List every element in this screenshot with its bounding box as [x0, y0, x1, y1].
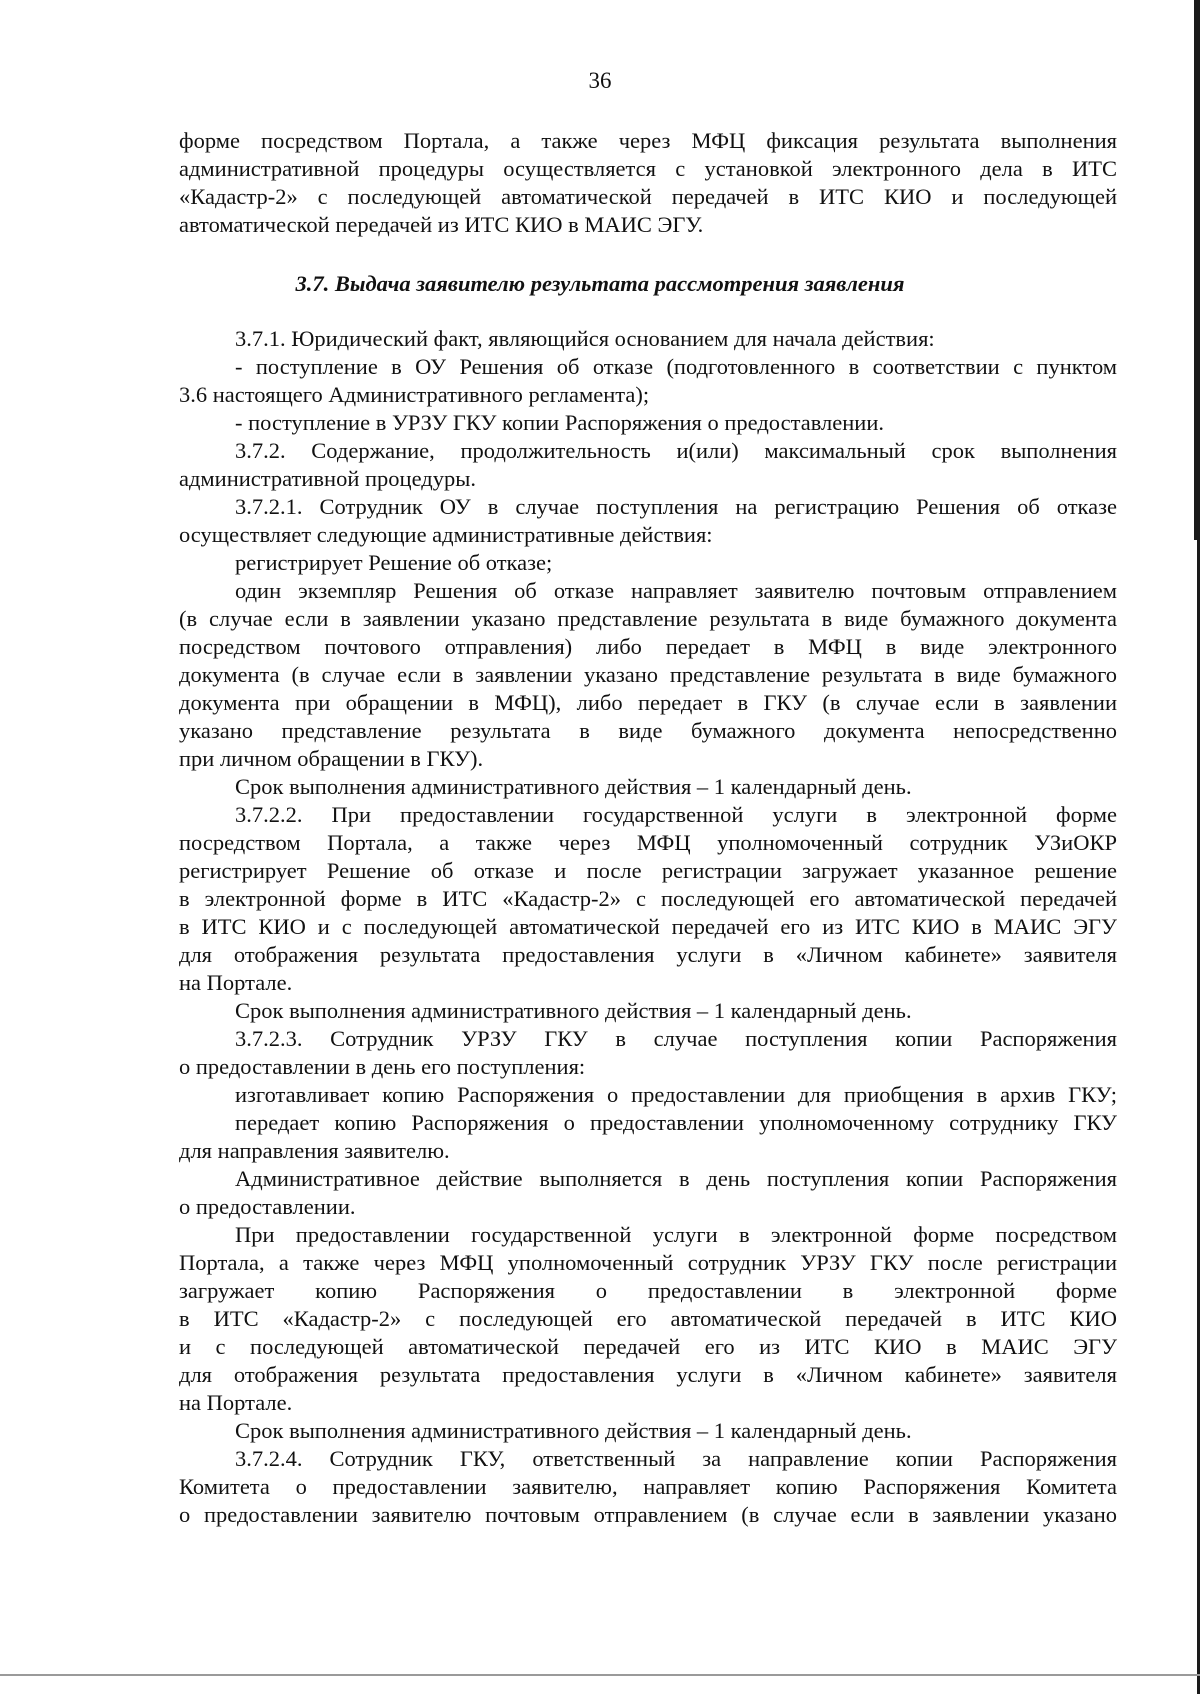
text-line: 3.7.2.3. Сотрудник УРЗУ ГКУ в случае поступления копии Распоряжения — [235, 1026, 1117, 1051]
text-line: Административное действие выполняется в день поступления копии Распоряжения — [235, 1166, 1117, 1191]
text-line: административной процедуры. — [179, 466, 476, 491]
text-line: документа при обращении в МФЦ), либо передает в ГКУ (в случае если в заявлении — [179, 690, 1117, 715]
text-line: 3.7.2. Содержание, продолжительность и(или) максимальный срок выполнения — [235, 438, 1117, 463]
section-body — [179, 325, 1117, 1529]
text-line: 3.7.2.1. Сотрудник ОУ в случае поступления на регистрацию Решения об отказе — [235, 494, 1117, 519]
text-line: для направления заявителю. — [179, 1138, 450, 1163]
text-line: указано представление результата в виде бумажного документа непосредственно — [179, 718, 1117, 743]
text-line: в ИТС КИО и с последующей автоматической передачей его из ИТС КИО в МАИС ЭГУ — [179, 914, 1117, 939]
text-line: для отображения результата предоставления услуги в «Личном кабинете» заявителя — [179, 1362, 1117, 1387]
scan-edge-mark — [1194, 0, 1200, 540]
text-line: осуществляет следующие административные действия: — [179, 522, 713, 547]
text-line: изготавливает копию Распоряжения о предоставлении для приобщения в архив ГКУ; — [235, 1082, 1117, 1107]
text-line: 3.6 настоящего Административного регламента); — [179, 382, 650, 407]
text-line: (в случае если в заявлении указано представление результата в виде бумажного документа — [179, 606, 1117, 631]
text-line: посредством Портала, а также через МФЦ уполномоченный сотрудник УЗиОКР — [179, 830, 1117, 855]
text-line: Комитета о предоставлении заявителю, направляет копию Распоряжения Комитета — [179, 1474, 1117, 1499]
text-line: автоматической передачей из ИТС КИО в МАИС ЭГУ. — [179, 212, 704, 237]
text-line: административной процедуры осуществляется с установкой электронного дела в ИТС — [179, 156, 1117, 181]
text-line: о предоставлении в день его поступления: — [179, 1054, 586, 1079]
text-line: - поступление в ОУ Решения об отказе (подготовленного в соответствии с пунктом — [235, 354, 1117, 379]
text-line: о предоставлении. — [179, 1194, 356, 1219]
page-number: 36 — [588, 68, 612, 93]
text-line: один экземпляр Решения об отказе направляет заявителю почтовым отправлением — [235, 578, 1117, 603]
text-line: 3.7.1. Юридический факт, являющийся основанием для начала действия: — [235, 326, 935, 351]
text-line: Срок выполнения административного действия – 1 календарный день. — [235, 774, 912, 799]
text-line: для отображения результата предоставления услуги в «Личном кабинете» заявителя — [179, 942, 1117, 967]
text-line: форме посредством Портала, а также через МФЦ фиксация результата выполнения — [179, 128, 1117, 153]
text-line: регистрирует Решение об отказе; — [235, 550, 553, 575]
text-line: 3.7.2.4. Сотрудник ГКУ, ответственный за направление копии Распоряжения — [235, 1446, 1117, 1471]
text-line: о предоставлении заявителю почтовым отправлением (в случае если в заявлении указано — [179, 1502, 1117, 1527]
text-line: и с последующей автоматической передачей его из ИТС КИО в МАИС ЭГУ — [179, 1334, 1117, 1359]
text-line: регистрирует Решение об отказе и после регистрации загружает указанное решение — [179, 858, 1117, 883]
text-line: Срок выполнения административного действия – 1 календарный день. — [235, 1418, 912, 1443]
text-line: в электронной форме в ИТС «Кадастр-2» с последующей его автоматической передачей — [179, 886, 1117, 911]
text-line: 3.7.2.2. При предоставлении государственной услуги в электронной форме — [235, 802, 1117, 827]
section-heading: 3.7. Выдача заявителю результата рассмотрения заявления — [295, 271, 905, 296]
text-line: документа (в случае если в заявлении указано представление результата в виде бумажного — [179, 662, 1117, 687]
text-line: загружает копию Распоряжения о предоставлении в электронной форме — [179, 1278, 1117, 1303]
text-line: передает копию Распоряжения о предоставлении уполномоченному сотруднику ГКУ — [235, 1110, 1117, 1135]
text-line: при личном обращении в ГКУ). — [179, 746, 484, 771]
paragraph-intro — [179, 127, 1117, 239]
text-line: на Портале. — [179, 970, 293, 995]
text-line: Срок выполнения административного действия – 1 календарный день. — [235, 998, 912, 1023]
text-line: «Кадастр-2» с последующей автоматической передачей в ИТС КИО и последующей — [179, 184, 1117, 209]
text-line: посредством почтового отправления) либо передает в МФЦ в виде электронного — [179, 634, 1117, 659]
scan-bottom-rule — [0, 1674, 1200, 1676]
text-line: Портала, а также через МФЦ уполномоченный сотрудник УРЗУ ГКУ после регистрации — [179, 1250, 1117, 1275]
text-line: в ИТС «Кадастр-2» с последующей его автоматической передачей в ИТС КИО — [179, 1306, 1117, 1331]
text-line: При предоставлении государственной услуги в электронной форме посредством — [235, 1222, 1117, 1247]
text-line: на Портале. — [179, 1390, 293, 1415]
text-line: - поступление в УРЗУ ГКУ копии Распоряжения о предоставлении. — [235, 410, 884, 435]
